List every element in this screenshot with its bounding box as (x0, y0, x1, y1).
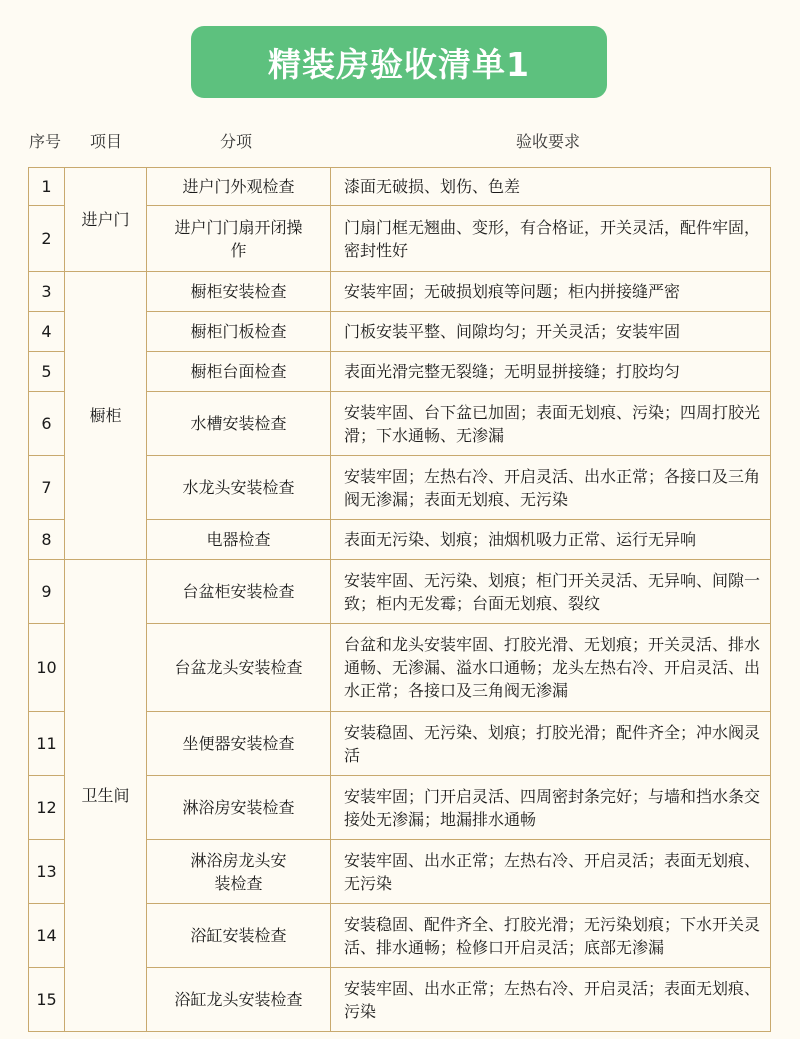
row-number: 12 (29, 776, 65, 840)
requirement: 安装牢固、出水正常；左热右冷、开启灵活；表面无划痕、无污染 (331, 840, 771, 904)
item-name: 橱柜 (65, 272, 147, 560)
requirement: 安装牢固；门开启灵活、四周密封条完好；与墙和挡水条交接处无渗漏；地漏排水通畅 (331, 776, 771, 840)
row-number: 4 (29, 312, 65, 352)
requirement: 门板安装平整、间隙均匀；开关灵活；安装牢固 (331, 312, 771, 352)
sub-item: 水槽安装检查 (147, 392, 331, 456)
sub-item: 电器检查 (147, 520, 331, 560)
row-number: 15 (29, 968, 65, 1032)
row-number: 5 (29, 352, 65, 392)
row-number: 7 (29, 456, 65, 520)
sub-item: 进户门门扇开闭操作 (147, 206, 331, 272)
row-number: 11 (29, 712, 65, 776)
requirement: 安装牢固、出水正常；左热右冷、开启灵活；表面无划痕、污染 (331, 968, 771, 1032)
table-row (29, 272, 771, 312)
row-number: 14 (29, 904, 65, 968)
item-name: 进户门 (65, 168, 147, 272)
checklist-table (28, 167, 771, 1032)
requirement: 台盆和龙头安装牢固、打胶光滑、无划痕；开关灵活、排水通畅、无渗漏、溢水口通畅；龙头左热右冷、开启灵活、出水正常；各接口及三角阀无渗漏 (331, 624, 771, 712)
sub-item: 橱柜安装检查 (147, 272, 331, 312)
sub-item: 台盆柜安装检查 (147, 560, 331, 624)
row-number: 8 (29, 520, 65, 560)
sub-item: 水龙头安装检查 (147, 456, 331, 520)
row-number: 2 (29, 206, 65, 272)
header-req: 验收要求 (515, 132, 580, 151)
row-number: 13 (29, 840, 65, 904)
page-title: 精装房验收清单1 (191, 26, 607, 98)
requirement: 漆面无破损、划伤、色差 (331, 168, 771, 206)
header-sub: 分项 (219, 132, 252, 151)
header-no: 序号 (28, 132, 61, 151)
sub-item: 淋浴房安装检查 (147, 776, 331, 840)
row-number: 1 (29, 168, 65, 206)
requirement: 安装牢固、台下盆已加固；表面无划痕、污染；四周打胶光滑；下水通畅、无渗漏 (331, 392, 771, 456)
sub-item: 橱柜门板检查 (147, 312, 331, 352)
sub-item: 橱柜台面检查 (147, 352, 331, 392)
requirement: 安装稳固、配件齐全、打胶光滑；无污染划痕；下水开关灵活、排水通畅；检修口开启灵活；底部无渗漏 (331, 904, 771, 968)
requirement: 安装牢固、无污染、划痕；柜门开关灵活、无异响、间隙一致；柜内无发霉；台面无划痕、裂纹 (331, 560, 771, 624)
requirement: 门扇门框无翘曲、变形，有合格证，开关灵活，配件牢固，密封性好 (331, 206, 771, 272)
table-row (29, 560, 771, 624)
header-item: 项目 (89, 132, 122, 151)
row-number: 10 (29, 624, 65, 712)
item-name: 卫生间 (65, 560, 147, 1032)
sub-item: 淋浴房龙头安装检查 (147, 840, 331, 904)
requirement: 表面光滑完整无裂缝；无明显拼接缝；打胶均匀 (331, 352, 771, 392)
sub-item: 坐便器安装检查 (147, 712, 331, 776)
requirement: 安装牢固；左热右冷、开启灵活、出水正常；各接口及三角阀无渗漏；表面无划痕、无污染 (331, 456, 771, 520)
requirement: 表面无污染、划痕；油烟机吸力正常、运行无异响 (331, 520, 771, 560)
sub-item: 台盆龙头安装检查 (147, 624, 331, 712)
requirement: 安装稳固、无污染、划痕；打胶光滑；配件齐全；冲水阀灵活 (331, 712, 771, 776)
requirement: 安装牢固；无破损划痕等问题；柜内拼接缝严密 (331, 272, 771, 312)
sub-item: 浴缸龙头安装检查 (147, 968, 331, 1032)
row-number: 9 (29, 560, 65, 624)
row-number: 6 (29, 392, 65, 456)
sub-item: 进户门外观检查 (147, 168, 331, 206)
row-number: 3 (29, 272, 65, 312)
table-row (29, 168, 771, 206)
sub-item: 浴缸安装检查 (147, 904, 331, 968)
